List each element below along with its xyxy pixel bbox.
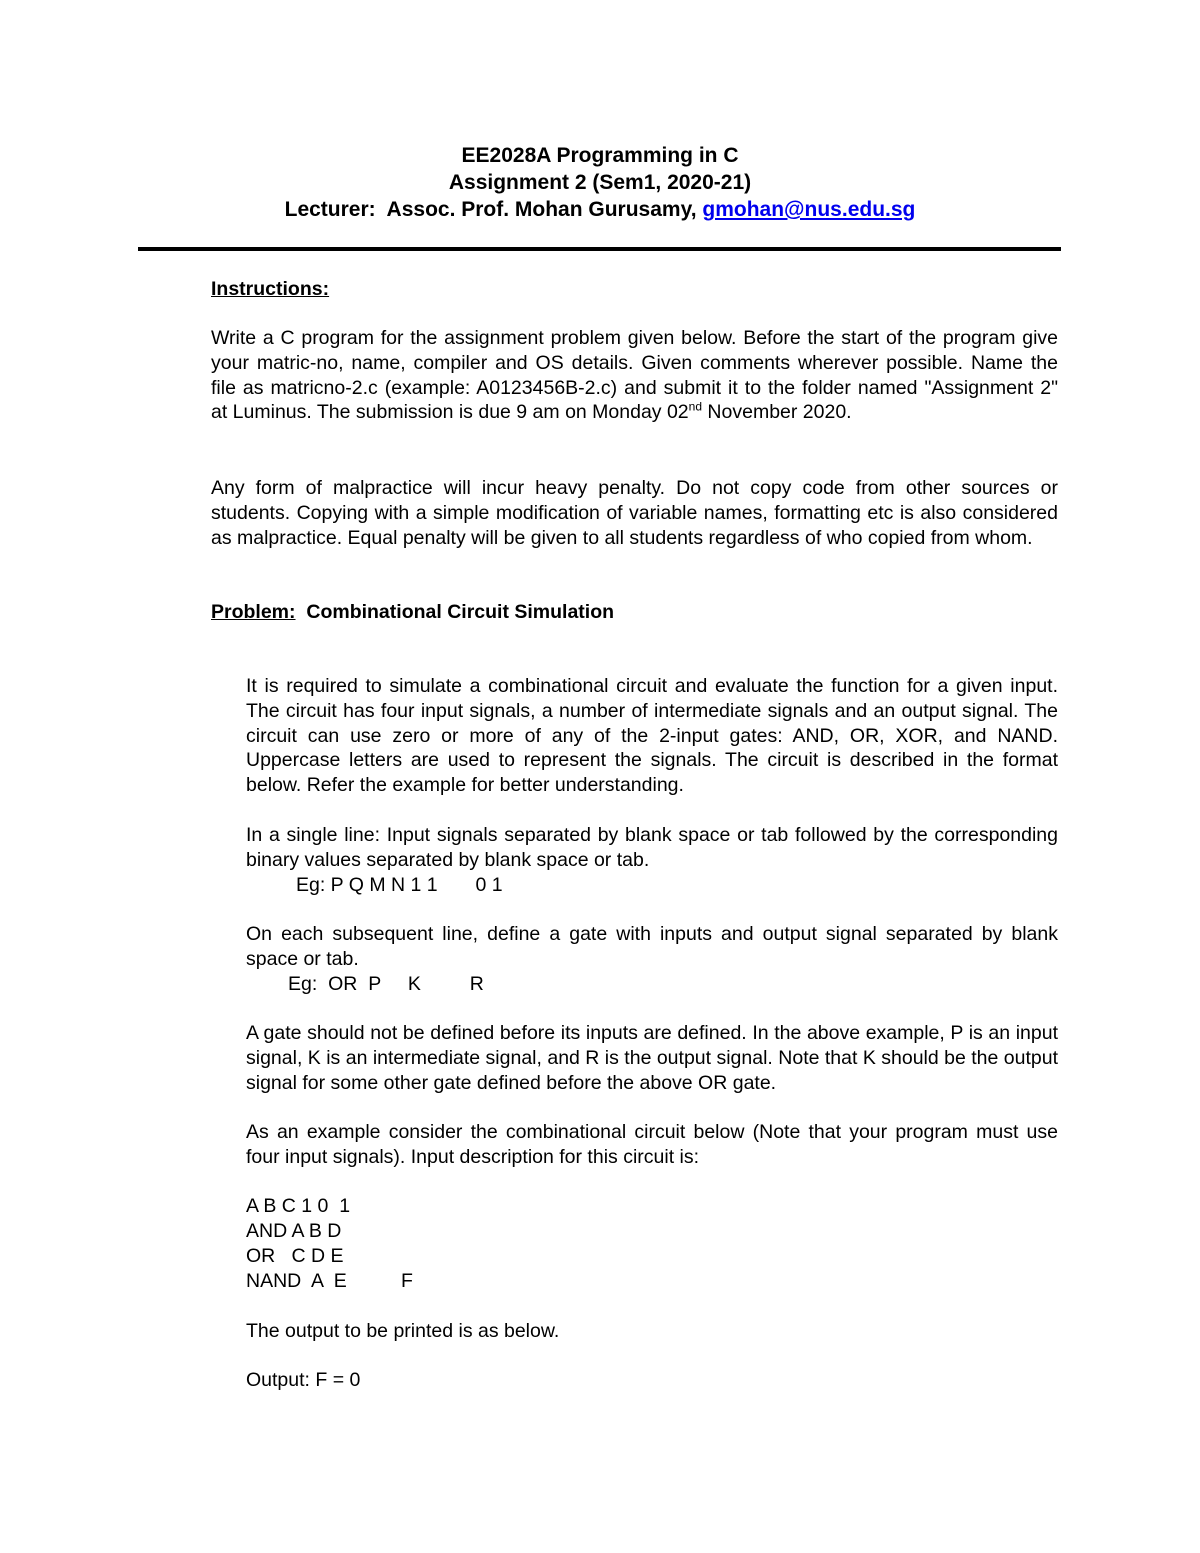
input-description-line-2: AND A B D (246, 1220, 342, 1242)
problem-paragraph-4: A gate should not be defined before its inputs are defined. In the above example, P is an input signal, K is an intermediate signal, and R is the output signal. Note that K should be the output signal for some other gate defined before the above OR gate. (246, 1022, 1058, 1094)
instructions-paragraph-1-text: Write a C program for the assignment problem given below. Before the start of the program give your matric-no, name, compiler and OS details. Given comments wherever possible. Name the file as matricno-2.c (example: A0123456B-2.c) and submit it to the folder named "Assignment 2" at Luminus. The submission is due 9 am on Monday 02 (211, 327, 1058, 424)
problem-title: Combinational Circuit Simulation (306, 601, 615, 623)
instructions-heading: Instructions: (211, 278, 330, 300)
input-description-line-1: A B C 1 0 1 (246, 1195, 351, 1217)
example-gate-line: Eg: OR P K R (288, 973, 484, 995)
problem-paragraph-1: It is required to simulate a combinational circuit and evaluate the function for a given input. The circuit has four input signals, a number of intermediate signals and an output signal. The circuit can use zero or more of any of the 2-input gates: AND, OR, XOR, and NAND. Uppercase letters are used to represent the signals. The circuit is described in the format below. Refer the example for better understanding. (246, 675, 1058, 797)
problem-paragraph-3: On each subsequent line, define a gate with inputs and output signal separated by blank space or tab. (246, 923, 1058, 970)
assignment-title: Assignment 2 (Sem1, 2020-21) (448, 171, 752, 194)
lecturer-line (0, 196, 1200, 223)
input-description-line-3: OR C D E (246, 1245, 344, 1267)
input-description-line-4: NAND A E F (246, 1270, 413, 1292)
instructions-paragraph-2: Any form of malpractice will incur heavy penalty. Do not copy code from other sources or students. Copying with a simple modification of variable names, formatting etc is also considered as malpractice. Equal penalty will be given to all students regardless of who copied from whom. (211, 477, 1058, 549)
problem-label: Problem: (211, 601, 296, 623)
example-input-line: Eg: P Q M N 1 1 0 1 (296, 874, 503, 896)
problem-paragraph-6: The output to be printed is as below. (246, 1320, 560, 1342)
superscript-nd: nd (688, 399, 703, 414)
header-divider (138, 247, 1061, 251)
problem-heading-line (211, 600, 614, 625)
instructions-paragraph-1 (211, 326, 1058, 425)
problem-paragraph-2: In a single line: Input signals separated by blank space or tab followed by the corresponding binary values separated by blank space or tab. (246, 824, 1058, 871)
instructions-paragraph-1-end: November 2020. (702, 401, 852, 424)
output-line: Output: F = 0 (246, 1369, 361, 1391)
problem-paragraph-5: As an example consider the combinational circuit below (Note that your program must use four input signals). Input description for this circuit is: (246, 1121, 1058, 1168)
course-title: EE2028A Programming in C (461, 144, 739, 167)
email-link[interactable]: gmohan@nus.edu.sg (702, 198, 916, 221)
lecturer-name: Lecturer: Assoc. Prof. Mohan Gurusamy, (284, 198, 703, 221)
